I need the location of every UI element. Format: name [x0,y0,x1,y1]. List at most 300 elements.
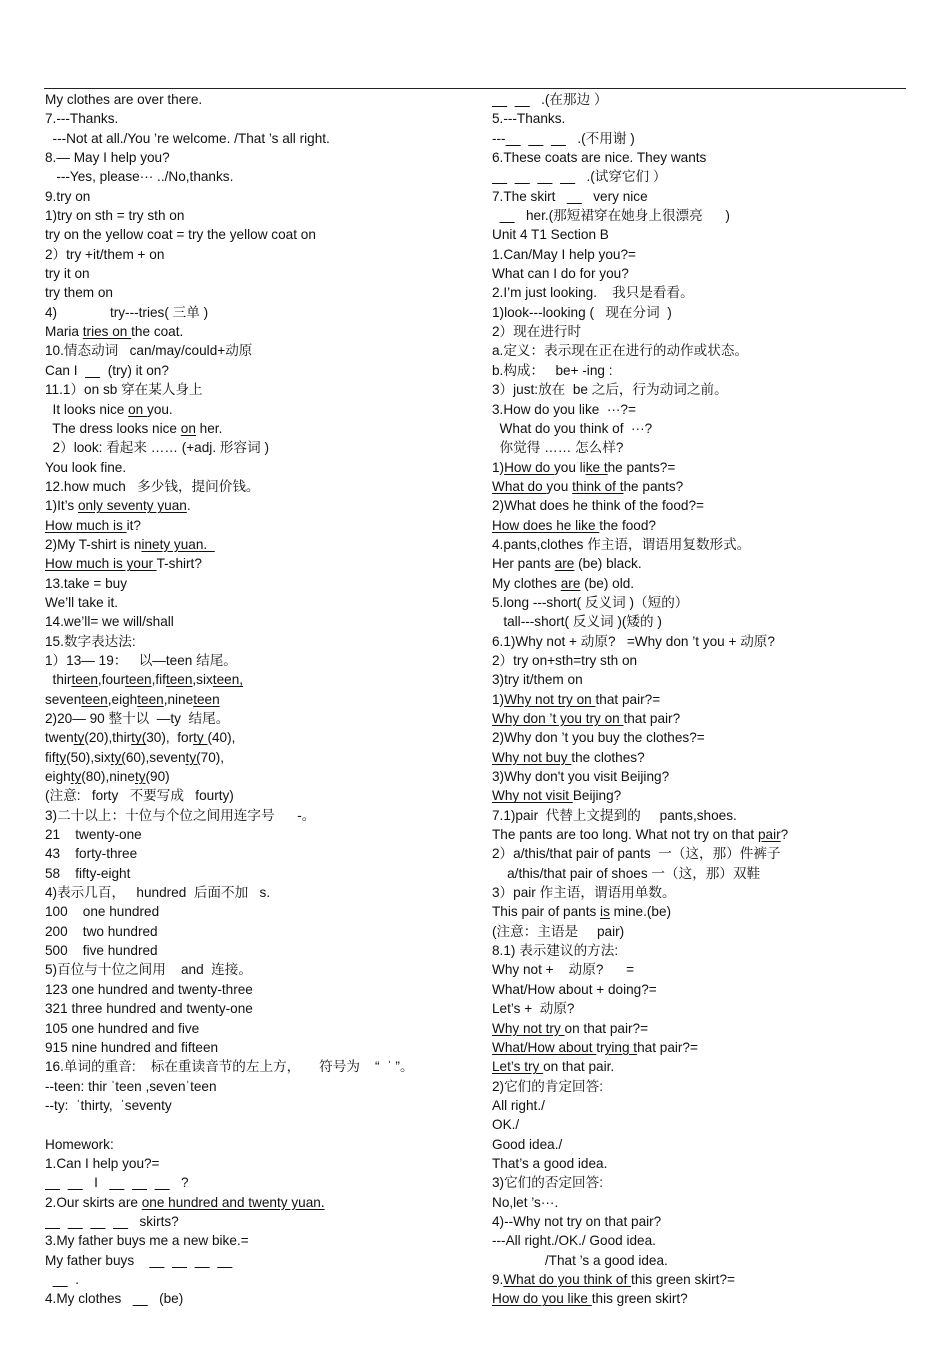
text-segment: . [67,1271,80,1287]
text-segment: a/this/that pair of shoes 一（这，那）双鞋 [492,865,761,881]
text-segment: I [82,1175,110,1191]
text-segment: 2）try on+sth=try sth on [492,652,638,668]
text-segment: 12.how much 多少钱，提问价钱。 [45,478,260,494]
text-segment: ---All right./OK./ Good idea. [492,1233,656,1249]
text-segment: ,four [97,672,126,688]
text-segment: that pair? [623,711,681,726]
underlined-text: is [600,904,610,920]
text-segment: it? [126,517,141,533]
text-segment: What/How about + doing?= [492,981,657,997]
text-line [492,1096,912,1115]
text-line [45,206,465,225]
underlined-text: teen [193,691,220,707]
underlined-text: How does he like [492,517,600,533]
underlined-text [132,1175,147,1190]
text-segment: 2)What does he think of the food?= [492,498,704,514]
text-segment: 3)Why don't you visit Beijing? [492,769,670,785]
text-line [45,1251,465,1270]
text-segment: very nice [581,188,648,204]
text-segment [147,1175,155,1190]
text-segment: 16.单词的重音: 标在重读音节的左上方， 符号为 “ ˈ ”。 [45,1059,414,1075]
text-line [45,1038,465,1057]
text-segment [60,1214,68,1229]
text-line [45,690,465,709]
text-line [45,1289,465,1308]
text-line [45,728,465,747]
text-line [45,709,465,728]
text-segment: (try) it on? [100,362,169,378]
text-line [492,1038,912,1057]
text-line [45,148,465,167]
text-segment: you [546,478,573,494]
text-line [45,593,465,612]
text-line [45,516,465,535]
text-segment: What can I do for you? [492,266,629,282]
text-line [492,90,912,109]
text-segment: tall---short( 反义词 )(矮的 ) [492,614,662,630]
text-segment: (注意: forty 不要写成 fourty) [45,788,234,804]
text-line [492,960,912,979]
text-segment: 2.I’m just looking. 我只是看看。 [492,285,694,301]
text-segment: 321 three hundred and twenty-one [45,1001,253,1017]
underlined-text: Why not visit [492,788,573,804]
text-line [45,999,465,1018]
text-segment: T-shirt? [156,556,202,572]
right-column [492,90,912,1309]
text-line [45,129,465,148]
text-line [45,477,465,496]
underlined-text: think of t [572,478,624,494]
text-line [492,283,912,302]
text-segment: 1)It’s [45,498,78,514]
underlined-text: Why not buy [492,749,572,765]
underlined-text: ty [73,730,85,746]
text-line [492,361,912,380]
text-segment [105,1214,113,1229]
text-segment: 3.How do you like ···?= [492,401,636,417]
underlined-text [537,169,552,184]
text-line [45,322,465,341]
text-segment: 1)try on sth = try sth on [45,208,185,224]
text-line [492,574,912,593]
text-segment: Homework: [45,1136,114,1152]
text-line [45,1096,465,1115]
text-segment: 4.My clothes [45,1291,133,1307]
top-rule [44,88,906,89]
text-segment: hat pair?= [637,1039,698,1055]
text-line [45,303,465,322]
underlined-text: ke t [585,459,608,475]
text-segment: 9. [492,1271,504,1287]
text-line [45,922,465,941]
text-line [492,400,912,419]
underlined-text [155,1175,170,1190]
text-line [45,1115,465,1134]
text-line [45,844,465,863]
text-segment: 6.1)Why not + 动原? =Why don ’t you + 动原? [492,633,775,649]
text-segment: (80),nine [81,769,135,785]
underlined-text [551,131,566,146]
text-line [492,419,912,438]
text-line [492,129,912,148]
text-segment: 5.long ---short( 反义词 )（短的） [492,594,689,610]
text-line [492,380,912,399]
text-segment: her.(那短裙穿在她身上很漂亮 ) [514,208,730,224]
text-segment: 你觉得 …… 怎么样? [492,440,624,456]
text-line [45,90,465,109]
text-line [45,883,465,902]
text-segment [164,1253,172,1268]
text-line [45,264,465,283]
text-segment: 1.Can/May I help you?= [492,246,636,262]
text-segment: 6.These coats are nice. They wants [492,150,707,166]
underlined-text: Let’s try [492,1059,544,1075]
text-line [492,1289,912,1308]
text-line [492,1173,912,1192]
text-segment: 1) [492,459,505,475]
text-line [492,786,912,805]
underlined-text [45,1175,60,1190]
text-segment: 2）a/this/that pair of pants 一（这，那）件裤子 [492,846,781,862]
text-segment: this green skirt? [591,1291,688,1307]
underlined-text [567,189,582,204]
underlined-text: How do you like [492,1291,592,1307]
text-segment: 105 one hundred and five [45,1020,200,1036]
text-segment: We’ll take it. [45,594,119,610]
text-line [492,670,912,689]
underlined-text [133,1291,148,1306]
text-line [45,1173,465,1192]
text-line [492,167,912,186]
text-segment: --ty: ˈthirty, ˈseventy [45,1097,172,1113]
text-segment: (注意：主语是 pair) [492,923,625,939]
text-line [45,361,465,380]
underlined-text [560,169,575,184]
text-segment: mine.(be) [609,904,672,920]
text-line [492,1270,912,1289]
underlined-text [500,208,515,223]
text-segment: 4) try---tries( 三单 ) [45,304,209,320]
text-line [45,902,465,921]
text-segment: Her pants [492,556,555,572]
text-line [492,748,912,767]
text-segment: 2）look: 看起来 …… (+adj. 形容词 ) [45,440,269,456]
text-segment: 3)二十以上：十位与个位之间用连字号 -。 [45,807,316,823]
underlined-text [528,131,543,146]
text-segment: .(试穿它们 ） [575,169,667,185]
text-line [492,109,912,128]
text-segment: .(在那边 ） [529,92,608,107]
underlined-text: on [128,401,148,417]
text-line [492,1193,912,1212]
text-line [45,748,465,767]
text-line [45,1077,465,1096]
text-segment: 100 one hundred [45,904,160,920]
text-segment: 8.— May I help you? [45,150,170,166]
text-segment: Let’s + 动原? [492,1001,575,1017]
text-line [492,264,912,283]
text-line [492,245,912,264]
text-segment: .(不用谢 ) [566,130,635,146]
text-segment: Can I [45,362,86,378]
text-segment: The pants are too long. What not try on that [492,827,758,843]
text-segment: 200 two hundred [45,923,158,939]
text-segment: 9.try on [45,188,91,204]
text-segment: ---Yes, please··· ../No,thanks. [45,169,234,185]
text-line [45,1154,465,1173]
text-segment: Good idea./ [492,1136,563,1152]
text-line [492,1154,912,1173]
text-segment: (90) [145,769,170,785]
text-segment: 123 one hundred and twenty-three [45,981,253,997]
underlined-text: ty [55,749,67,765]
text-segment: 58 fifty-eight [45,865,131,881]
text-line [492,1057,912,1076]
text-segment [60,1175,68,1190]
text-segment: that pair?= [595,691,661,707]
text-line [492,767,912,786]
text-line [45,612,465,631]
underlined-text: ty [193,730,208,746]
text-segment: It looks nice [45,401,129,417]
text-line [45,980,465,999]
text-segment: thir [45,672,72,688]
underlined-text: tries on [82,324,132,340]
text-segment: You look fine. [45,459,127,475]
text-segment: My father buys [45,1252,150,1268]
text-segment: this green skirt?= [631,1271,735,1287]
text-segment: 2)20— 90 整十以 —ty 结尾。 [45,711,230,726]
text-segment: eigh [45,769,71,785]
text-line [492,554,912,573]
text-segment: her. [195,420,223,436]
text-segment: 1）13— 19： 以—teen 结尾。 [45,652,237,668]
text-segment: 21 twenty-one [45,827,142,843]
underlined-text [149,1253,164,1268]
text-line [492,941,912,960]
text-segment: 15.数字表达法: [45,633,136,649]
underlined-text: are [554,556,575,572]
underlined-text: teen [81,691,108,707]
text-segment: 43 forty-three [45,846,138,862]
text-segment [124,1175,132,1190]
text-segment: OK./ [492,1117,520,1133]
text-line [45,1193,465,1212]
underlined-text: teen [71,672,98,688]
text-line [45,806,465,825]
text-segment: try them on [45,285,113,301]
text-line [492,1251,912,1270]
underlined-text: teen, [212,672,244,688]
text-segment [543,131,551,146]
text-line [492,303,912,322]
text-segment: 500 five hundred [45,943,158,959]
text-line [492,516,912,535]
text-segment: The dress looks nice [45,420,181,436]
text-segment: 10.情态动词 can/may/could+动原 [45,343,253,359]
text-segment: 3)它们的否定回答: [492,1175,604,1191]
text-line [45,941,465,960]
text-segment: Unit 4 T1 Section B [492,227,609,243]
text-line [45,1135,465,1154]
underlined-text: How much is [45,517,127,533]
text-line [492,206,912,225]
text-segment: try on the yellow coat = try the yellow coat on [45,227,316,243]
text-line [45,341,465,360]
text-line [492,1212,912,1231]
text-line [45,419,465,438]
text-segment: 1.Can I help you?= [45,1155,160,1171]
underlined-text [45,1214,60,1229]
text-segment [507,169,515,184]
text-segment: 5)百位与十位之间用 and 连接。 [45,962,252,978]
text-segment: 7.1)pair 代替上文提到的 pants,shoes. [492,807,737,823]
underlined-text: What do [492,478,547,494]
underlined-text: teen [165,672,193,688]
text-line [492,690,912,709]
text-line [492,709,912,728]
text-segment: on that pair?= [564,1020,649,1036]
text-line [492,864,912,883]
text-segment: seven [45,691,82,707]
text-segment: 2)它们的肯定回答: [492,1078,604,1094]
text-line [45,670,465,689]
text-line [492,883,912,902]
text-segment: This pair of pants [492,904,601,920]
text-segment: 4)--Why not try on that pair? [492,1213,662,1229]
text-segment: 3.My father buys me a new bike.= [45,1233,249,1249]
text-segment: try it on [45,266,90,282]
text-line [45,1231,465,1250]
text-segment: ,fif [151,672,166,688]
text-line [492,980,912,999]
text-segment: 3）just:放在 be 之后，行为动词之前。 [492,382,728,398]
text-segment: 14.we’ll= we will/shall [45,614,174,630]
text-line [45,554,465,573]
text-line [492,225,912,244]
text-segment: 11.1）on sb 穿在某人身上 [45,382,203,398]
text-line [492,728,912,747]
text-line [492,612,912,631]
underlined-text: What do you think of [503,1271,632,1287]
text-line [492,806,912,825]
text-line [492,593,912,612]
underlined-text: Why don ’t you try on [492,711,624,726]
text-segment: 30), for [146,730,194,746]
underlined-text [515,92,530,107]
underlined-text: ty( [131,730,147,746]
underlined-text: one hundred and twenty yuan. [141,1194,325,1210]
underlined-text [109,1175,124,1190]
text-line [45,458,465,477]
text-line [45,786,465,805]
text-segment: a.定义：表示现在正在进行的动作或状态。 [492,343,749,359]
text-segment: b.构成： be+ -ing : [492,362,613,378]
underlined-text: How much is your [45,556,157,572]
text-line [45,825,465,844]
text-segment: . [186,498,191,514]
underlined-text: How do [504,459,554,475]
text-segment: Why not + 动原? = [492,962,635,978]
text-line [45,400,465,419]
text-line [492,535,912,554]
text-line [492,1077,912,1096]
text-line [45,651,465,670]
underlined-text: ty( [110,749,126,765]
underlined-text: only seventy yuan [78,498,187,514]
underlined-text: ty( [185,749,201,765]
text-segment: skirts? [128,1213,179,1229]
underlined-text [90,1214,105,1229]
text-segment: (40), [207,730,236,746]
text-line [45,1270,465,1289]
text-segment: the clothes? [571,749,645,765]
text-segment: 4)表示几百， hundred 后面不加 s. [45,885,271,901]
text-line [492,322,912,341]
text-line [492,825,912,844]
text-segment: --- [492,130,506,146]
left-column [45,90,465,1309]
text-segment: he pants? [623,478,684,494]
text-segment: 7.The skirt [492,188,567,204]
underlined-text: teen [137,691,164,707]
text-segment: All right./ [492,1097,545,1113]
underlined-text [68,1175,83,1190]
text-segment: 2）try +it/them + on [45,246,165,262]
text-line [45,167,465,186]
text-line [45,245,465,264]
text-line [492,187,912,206]
text-segment [45,1272,53,1287]
text-segment [187,1253,195,1268]
underlined-text [506,131,521,146]
text-segment: ,nine [163,691,194,707]
text-line [45,1212,465,1231]
text-segment: ,six [192,672,213,688]
underlined-text [217,1253,232,1268]
text-segment: 915 nine hundred and fifteen [45,1039,219,1055]
underlined-text [492,169,507,184]
text-line [492,496,912,515]
underlined-text: What/How about [492,1039,597,1055]
text-line [492,922,912,941]
text-line [492,999,912,1018]
text-segment: ---Not at all./You ’re welcome. /That ’s all right. [45,130,330,146]
text-segment: (be) [147,1291,184,1307]
text-segment: 60),seven [125,749,186,765]
text-segment: What do you think of ···? [492,420,653,436]
underlined-text: ty [70,769,82,785]
text-line [45,109,465,128]
text-segment: (50),six [66,749,111,765]
text-line [492,477,912,496]
underlined-text: pair [758,827,781,843]
text-segment: 13.take = buy [45,575,128,591]
text-segment: My clothes are over there. [45,92,203,107]
text-segment [552,169,560,184]
text-segment: Beijing? [572,788,622,804]
text-segment: he pants?= [607,459,676,475]
text-line [45,960,465,979]
underlined-text [53,1272,68,1287]
underlined-text: ty [134,769,146,785]
text-segment: the food? [599,517,656,533]
text-segment: 70), [200,749,225,765]
text-line [492,844,912,863]
text-line [492,632,912,651]
underlined-text [85,363,100,378]
text-line [45,864,465,883]
